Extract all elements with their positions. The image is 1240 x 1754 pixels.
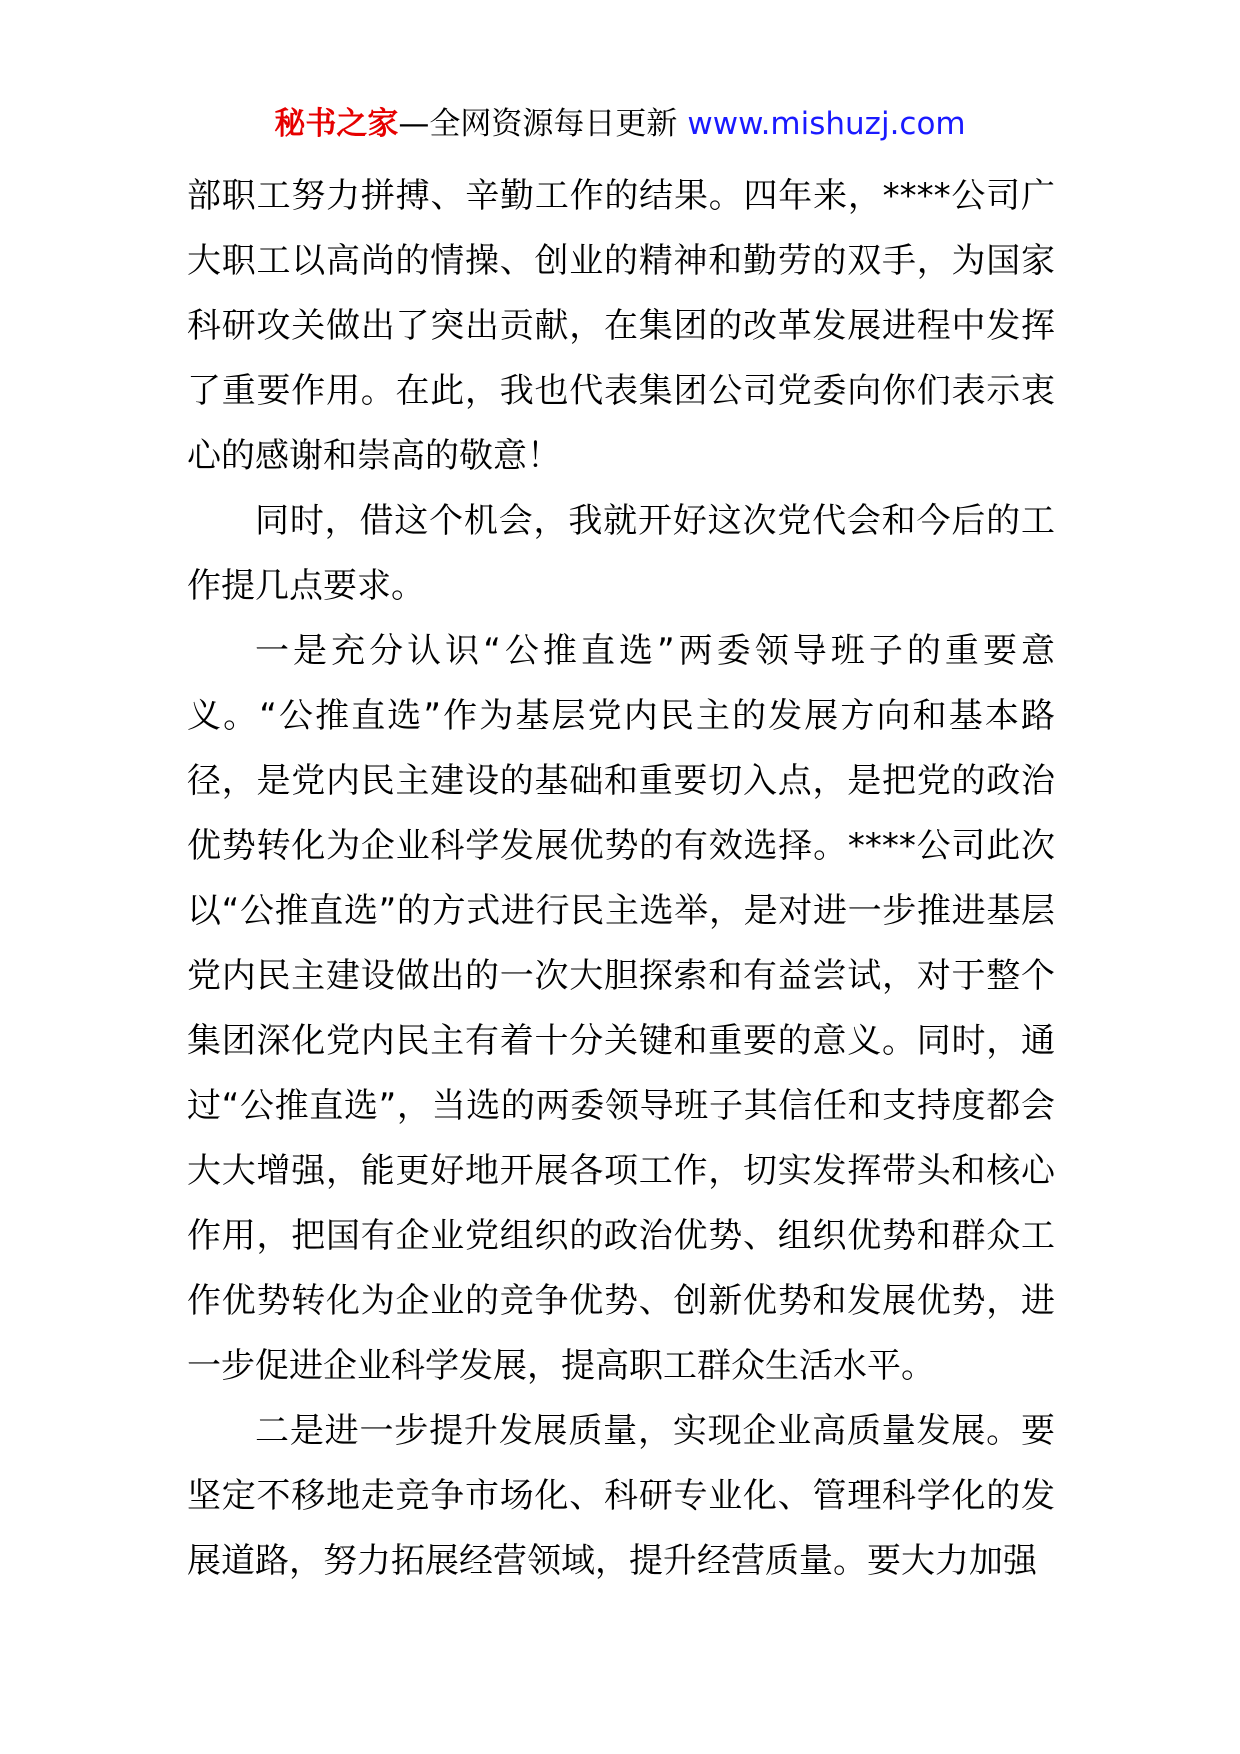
site-tagline: —全网资源每日更新 (398, 106, 678, 142)
paragraph-4: 二是进一步提升发展质量，实现企业高质量发展。要坚定不移地走竞争市场化、科研专业化、管理科学化的发展道路，努力拓展经营领域，提升经营质量。要大力加强 (187, 1411, 1055, 1581)
document-body (187, 164, 1055, 1594)
site-url-link[interactable]: www.mishuzj.com (687, 106, 966, 142)
paragraph-2: 同时，借这个机会，我就开好这次党代会和今后的工作提几点要求。 (187, 501, 1055, 606)
site-header (0, 104, 1240, 144)
site-brand: 秘书之家 (274, 106, 399, 142)
paragraph-1: 部职工努力拼搏、辛勤工作的结果。四年来，****公司广大职工以高尚的情操、创业的精神和勤劳的双手，为国家科研攻关做出了突出贡献，在集团的改革发展进程中发挥了重要作用。在此，我也代表集团公司党委向你们表示衷心的感谢和崇高的敬意！ (187, 176, 1055, 476)
paragraph-3: 一是充分认识“公推直选”两委领导班子的重要意义。“公推直选”作为基层党内民主的发展方向和基本路径，是党内民主建设的基础和重要切入点，是把党的政治优势转化为企业科学发展优势的有效选择。****公司此次以“公推直选”的方式进行民主选举，是对进一步推进基层党内民主建设做出的一次大胆探索和有益尝试，对于整个集团深化党内民主有着十分关键和重要的意义。同时，通过“公推直选”，当选的两委领导班子其信任和支持度都会大大增强，能更好地开展各项工作，切实发挥带头和核心作用，把国有企业党组织的政治优势、组织优势和群众工作优势转化为企业的竞争优势、创新优势和发展优势，进一步促进企业科学发展，提高职工群众生活水平。 (187, 631, 1055, 1386)
